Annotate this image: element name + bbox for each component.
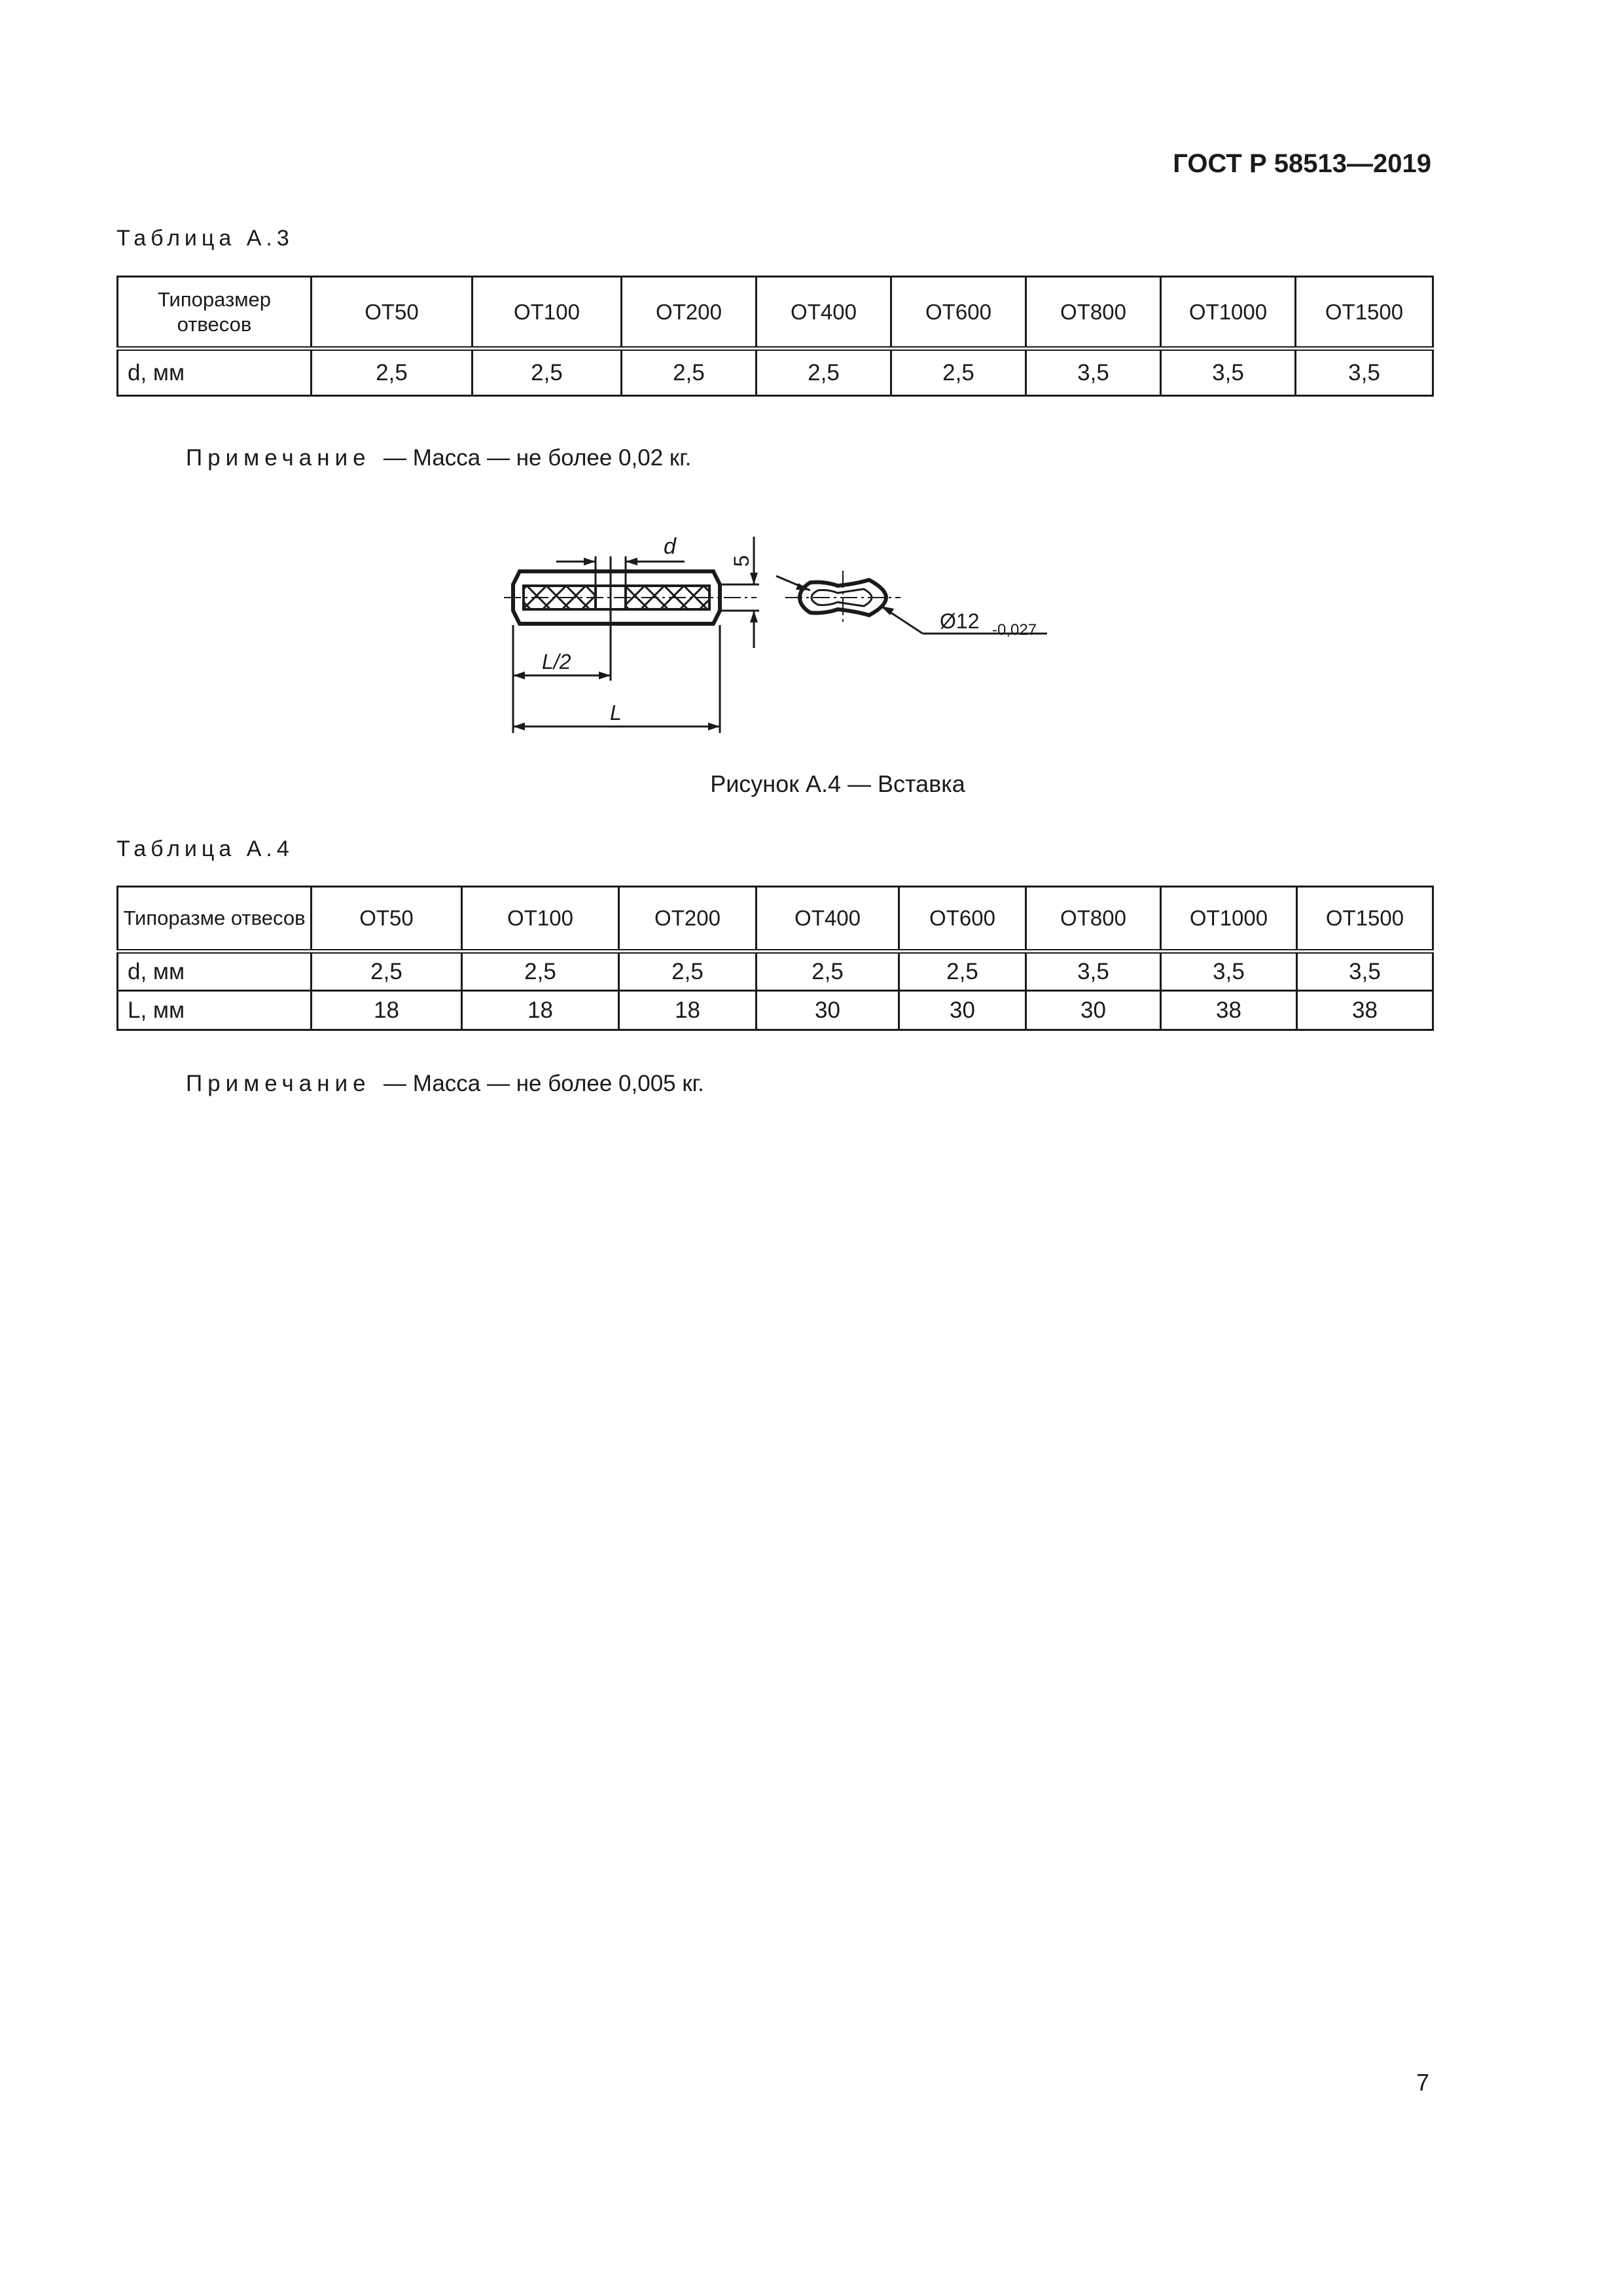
table-cell: 2,5	[473, 349, 622, 396]
table-a4-head-label: Типоразме отвесов	[118, 887, 312, 952]
page-number: 7	[1416, 2069, 1429, 2096]
table-a3-col-header: ОТ1000	[1161, 277, 1296, 349]
table-a4	[116, 886, 1434, 1031]
table-a4-col-header: ОТ1500	[1297, 887, 1433, 952]
table-a4-col-header: ОТ800	[1026, 887, 1161, 952]
table-a3	[116, 276, 1434, 397]
table-a3-col-header: ОТ50	[312, 277, 473, 349]
table-a3-col-header: ОТ200	[622, 277, 757, 349]
row-label: d, мм	[118, 952, 312, 991]
table-row	[118, 991, 1433, 1030]
note-a4	[186, 1071, 704, 1097]
table-a4-col-header: ОТ100	[462, 887, 619, 952]
table-row	[118, 349, 1433, 396]
dimension-5	[720, 537, 759, 648]
table-cell: 38	[1297, 991, 1433, 1030]
note-a3	[186, 445, 691, 471]
table-cell: 3,5	[1161, 952, 1297, 991]
table-cell: 3,5	[1026, 952, 1161, 991]
row-label: L, мм	[118, 991, 312, 1030]
dim-label-5: 5	[730, 555, 753, 567]
table-a4-caption: Таблица А.4	[116, 836, 294, 861]
insert-side-view	[504, 556, 757, 639]
table-cell: 2,5	[757, 349, 891, 396]
table-row	[118, 952, 1433, 991]
table-cell: 3,5	[1297, 952, 1433, 991]
table-cell: 18	[312, 991, 462, 1030]
table-cell: 3,5	[1161, 349, 1296, 396]
dim-label-tolerance: -0,027	[992, 621, 1037, 639]
dimension-half-length	[513, 625, 611, 733]
note-a3-word: Примечание	[186, 445, 371, 471]
table-cell: 30	[1026, 991, 1161, 1030]
table-cell: 2,5	[619, 952, 757, 991]
note-a4-text: — Масса — не более 0,005 кг.	[383, 1071, 704, 1096]
figure-caption: Рисунок А.4 — Вставка	[710, 770, 965, 797]
table-cell: 30	[757, 991, 899, 1030]
table-a3-col-header: ОТ600	[891, 277, 1026, 349]
table-cell: 2,5	[622, 349, 757, 396]
dim-label-length: L	[610, 701, 622, 725]
table-cell: 2,5	[899, 952, 1026, 991]
table-a3-caption: Таблица А.3	[116, 226, 294, 251]
table-cell: 2,5	[891, 349, 1026, 396]
table-a3-header-row	[118, 277, 1433, 349]
note-a4-word: Примечание	[186, 1071, 371, 1096]
table-cell: 2,5	[312, 349, 473, 396]
dimension-d	[556, 534, 685, 586]
insert-drawing-figure	[497, 517, 1060, 753]
dimension-length	[513, 625, 720, 733]
dim-label-d: d	[664, 534, 676, 559]
table-cell: 18	[619, 991, 757, 1030]
dim-label-half-length: L/2	[542, 650, 571, 673]
table-a3-col-header: ОТ1500	[1296, 277, 1433, 349]
table-cell: 38	[1161, 991, 1297, 1030]
table-a3-col-header: ОТ800	[1026, 277, 1161, 349]
table-a4-col-header: ОТ200	[619, 887, 757, 952]
dim-label-diameter: Ø12	[940, 609, 980, 633]
table-a4-col-header: ОТ600	[899, 887, 1026, 952]
table-a4-col-header: ОТ1000	[1161, 887, 1297, 952]
table-cell: 18	[462, 991, 619, 1030]
table-cell: 2,5	[462, 952, 619, 991]
row-label: d, мм	[118, 349, 312, 396]
table-a3-head-label: Типоразмер отвесов	[118, 277, 312, 349]
table-a3-col-header: ОТ100	[473, 277, 622, 349]
table-cell: 30	[899, 991, 1026, 1030]
table-a4-header-row	[118, 887, 1433, 952]
table-a3-col-header: ОТ400	[757, 277, 891, 349]
table-cell: 3,5	[1296, 349, 1433, 396]
note-a3-text: — Масса — не более 0,02 кг.	[383, 445, 692, 471]
table-a4-col-header: ОТ50	[312, 887, 462, 952]
table-cell: 2,5	[312, 952, 462, 991]
insert-cross-section	[785, 571, 901, 624]
table-a4-col-header: ОТ400	[757, 887, 899, 952]
table-cell: 3,5	[1026, 349, 1161, 396]
table-cell: 2,5	[757, 952, 899, 991]
document-header-id: ГОСТ Р 58513—2019	[1173, 149, 1431, 178]
